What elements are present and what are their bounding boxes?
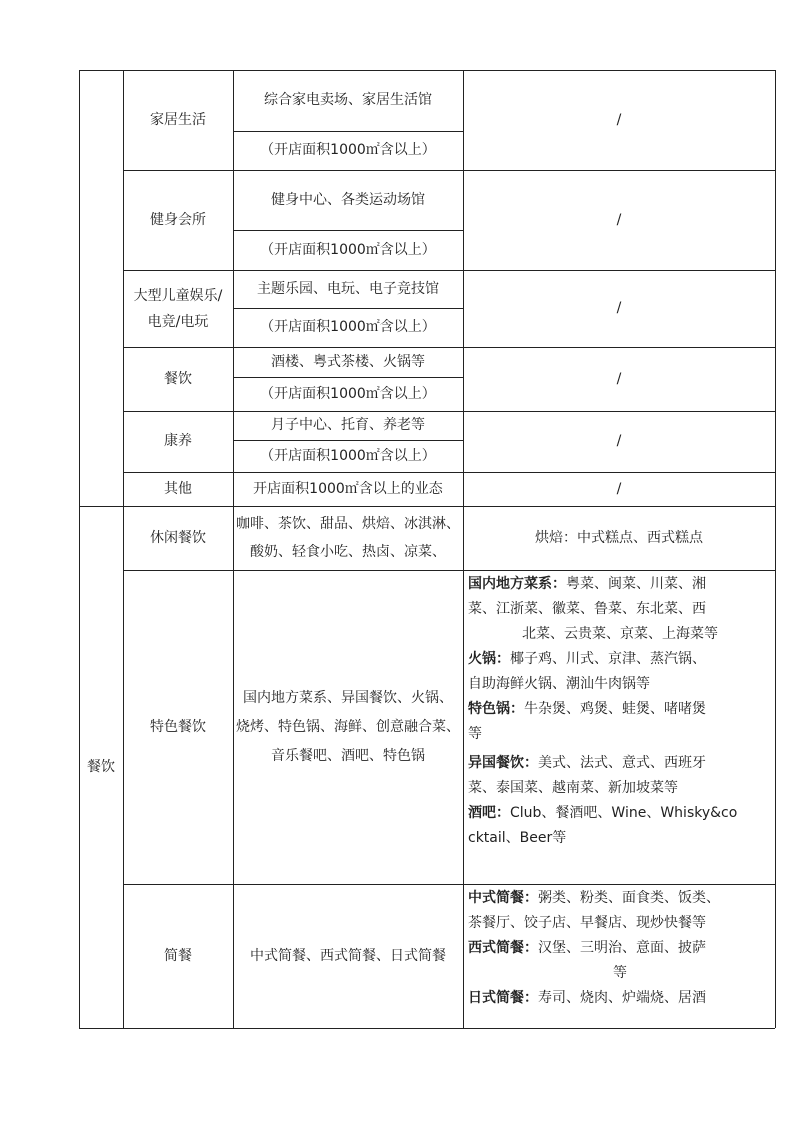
desc-dining: 酒楼、粤式茶楼、火锅等 [271, 353, 425, 370]
detail-specialty-hotpot [468, 647, 772, 697]
area-gym: （开店面积1000㎡含以上） [260, 241, 436, 258]
label-foreign: 异国餐饮： [468, 755, 538, 771]
category-fast: 简餐 [164, 947, 192, 964]
detail-fast-japanese [468, 986, 772, 1011]
desc-specialty [233, 570, 463, 884]
desc-kids: 主题乐园、电玩、电子竞技馆 [257, 280, 439, 297]
text-fast-western-1: 汉堡、三明治、意面、披萨 [538, 940, 706, 956]
detail-fast-western [468, 936, 772, 986]
label-fast-japanese: 日式简餐： [468, 990, 538, 1006]
text-bar-1: Club、餐酒吧、Wine、Whisky&co [510, 805, 738, 821]
text-domestic-2: 菜、江浙菜、徽菜、鲁菜、东北菜、西 [468, 601, 706, 617]
detail-specialty-domestic [468, 572, 772, 647]
desc-specialty-line1: 国内地方菜系、异国餐饮、火锅、 [243, 689, 453, 706]
category-kids [123, 270, 233, 347]
label-fast-chinese: 中式简餐： [468, 890, 538, 906]
area-care: （开店面积1000㎡含以上） [260, 447, 436, 464]
desc-specialty-line2: 烧烤、特色锅、海鲜、创意融合菜、 [236, 718, 460, 735]
desc-fast: 中式简餐、西式简餐、日式简餐 [250, 947, 446, 964]
detail-care: / [616, 433, 622, 450]
rule-right [775, 70, 776, 1028]
text-fast-western-2: 等 [613, 965, 627, 981]
detail-kids: / [616, 300, 622, 317]
text-domestic-1: 粤菜、闽菜、川菜、湘 [566, 576, 706, 592]
text-hotpot-2: 自助海鲜火锅、潮汕牛肉锅等 [468, 676, 650, 692]
category-leisure: 休闲餐饮 [150, 529, 206, 546]
detail-specialty-pot [468, 697, 772, 747]
text-fast-japanese-1: 寿司、烧肉、炉端烧、居酒 [538, 990, 706, 1006]
group-label-dining: 餐饮 [87, 758, 115, 775]
label-hotpot: 火锅： [468, 651, 510, 667]
text-fast-chinese-2: 茶餐厅、饺子店、早餐店、现炒快餐等 [468, 915, 706, 931]
desc-leisure [233, 506, 463, 570]
text-pot-2: 等 [468, 726, 482, 742]
text-foreign-2: 菜、泰国菜、越南菜、新加坡菜等 [468, 780, 678, 796]
detail-specialty-foreign [468, 751, 772, 801]
text-hotpot-1: 椰子鸡、川式、京津、蒸汽锅、 [510, 651, 706, 667]
desc-gym: 健身中心、各类运动场馆 [271, 191, 425, 208]
desc-leisure-line1: 咖啡、茶饮、甜品、烘焙、冰淇淋、 [236, 516, 460, 532]
category-dining: 餐饮 [164, 370, 192, 387]
desc-specialty-line3: 音乐餐吧、酒吧、特色锅 [271, 747, 425, 764]
desc-other: 开店面积1000㎡含以上的业态 [253, 480, 443, 497]
text-fast-chinese-1: 粥类、粉类、面食类、饭类、 [538, 890, 720, 906]
detail-gym: / [616, 211, 622, 228]
text-foreign-1: 美式、法式、意式、西班牙 [538, 755, 706, 771]
category-kids-line1: 大型儿童娱乐/ [133, 287, 223, 304]
category-care: 康养 [164, 433, 192, 450]
label-fast-western: 西式简餐： [468, 940, 538, 956]
category-other: 其他 [164, 480, 192, 497]
detail-leisure: 烘焙：中式糕点、西式糕点 [535, 529, 703, 546]
category-home: 家居生活 [150, 111, 206, 128]
text-pot-1: 牛杂煲、鸡煲、蛙煲、啫啫煲 [524, 701, 706, 717]
label-domestic: 国内地方菜系： [468, 576, 566, 592]
text-bar-2: cktail、Beer等 [468, 830, 567, 846]
desc-home: 综合家电卖场、家居生活馆 [264, 92, 432, 109]
desc-leisure-line2: 酸奶、轻食小吃、热卤、凉菜、 [250, 544, 446, 560]
detail-other: / [616, 480, 622, 497]
detail-specialty [468, 572, 772, 851]
label-bar: 酒吧： [468, 805, 510, 821]
category-specialty: 特色餐饮 [150, 718, 206, 735]
label-pot: 特色锅： [468, 701, 524, 717]
detail-fast-chinese [468, 886, 772, 936]
detail-home: / [616, 111, 622, 128]
desc-care: 月子中心、托育、养老等 [271, 417, 425, 434]
category-kids-line2: 电竞/电玩 [147, 313, 209, 330]
rule-bottom [79, 1028, 775, 1029]
detail-fast [468, 886, 772, 1011]
area-kids: （开店面积1000㎡含以上） [260, 319, 436, 336]
area-dining: （开店面积1000㎡含以上） [260, 385, 436, 402]
category-gym: 健身会所 [150, 211, 206, 228]
detail-specialty-bar [468, 801, 772, 851]
area-home: （开店面积1000㎡含以上） [260, 142, 436, 159]
text-domestic-3: 北菜、云贵菜、京菜、上海菜等 [522, 626, 718, 642]
detail-dining: / [616, 370, 622, 387]
